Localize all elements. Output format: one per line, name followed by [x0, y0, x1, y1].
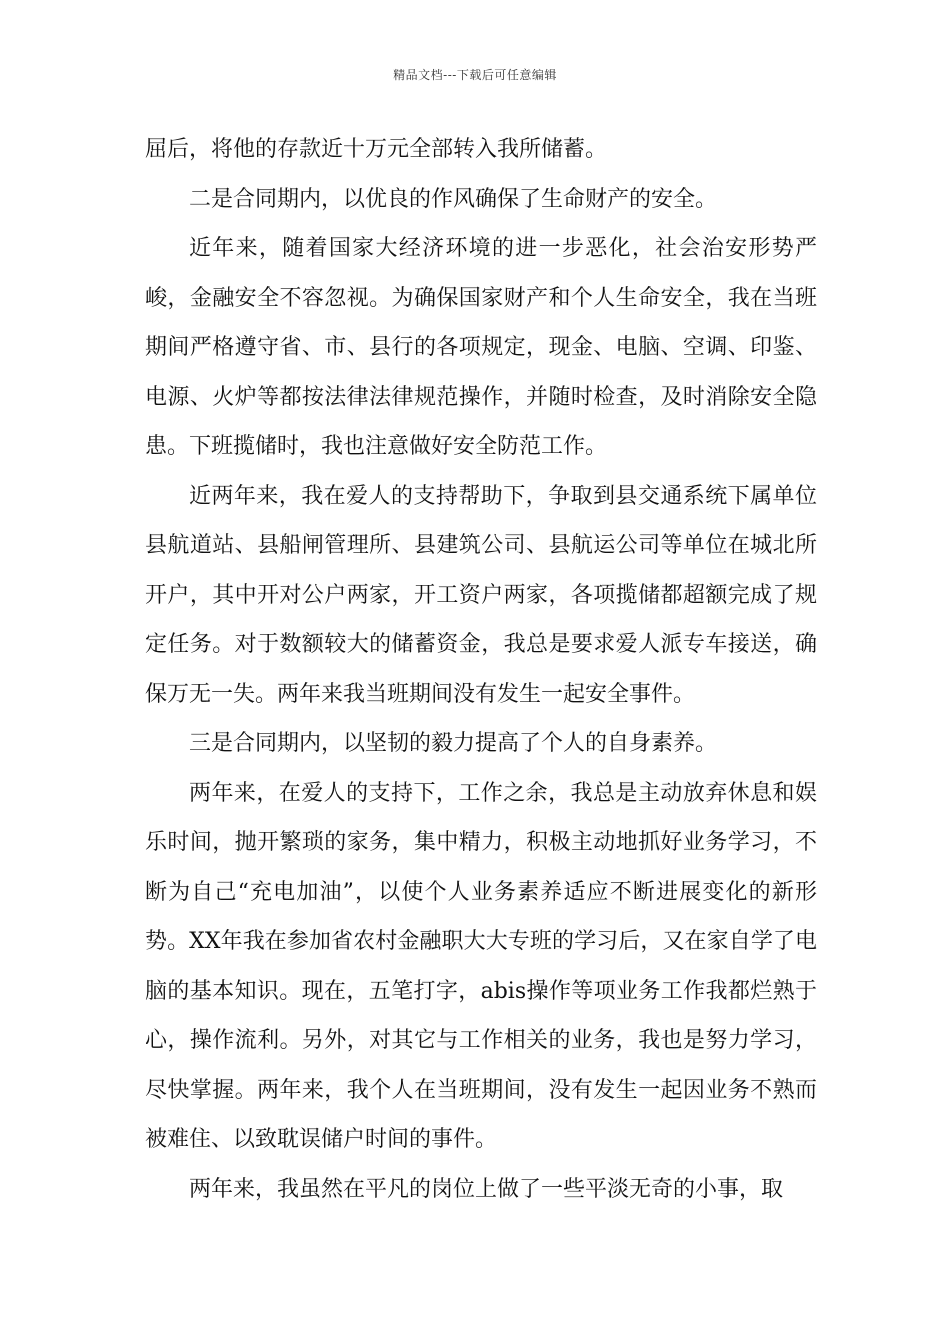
- paragraph: 三是合同期内，以坚韧的毅力提高了个人的自身素养。: [189, 731, 718, 756]
- paragraph: 近两年来，我在爱人的支持帮助下，争取到县交通系统下属单位县航道站、县船闸管理所、县建筑公司、县航运公司等单位在城北所开户，其中开对公户两家，开工资户两家，各项揽储都超额完成了规定任务。对于数额较大的储蓄资金，我总是要求爱人派专车接送，确保万无一失。两年来我当班期间没有发生一起安全事件。: [145, 483, 817, 707]
- paragraph: 近年来，随着国家大经济环境的进一步恶化，社会治安形势严峻，金融安全不容忽视。为确保国家财产和个人生命安全，我在当班期间严格遵守省、市、县行的各项规定，现金、电脑、空调、印鉴、电源、火炉等都按法律法律规范操作，并随时检查，及时消除安全隐患。下班揽储时，我也注意做好安全防范工作。: [145, 236, 817, 459]
- paragraph: 二是合同期内，以优良的作风确保了生命财产的安全。: [189, 186, 718, 212]
- page-header: 精品文档---下载后可任意编辑: [393, 68, 557, 82]
- paragraph: 屈后，将他的存款近十万元全部转入我所储蓄。: [145, 137, 608, 162]
- paragraph: 两年来，我虽然在平凡的岗位上做了一些平淡无奇的小事，取: [189, 1176, 784, 1202]
- paragraph: 两年来，在爱人的支持下，工作之余，我总是主动放弃休息和娱乐时间，抛开繁琐的家务，集中精力，积极主动地抓好业务学习，不断为自己“充电加油”，以使个人业务素养适应不断进展变化的新形势。XX年我在参加省农村金融职大大专班的学习后，又在家自学了电脑的基本知识。现在，五笔打字，abis操作等项业务工作我都烂熟于心，操作流利。另外，对其它与工作相关的业务，我也是努力学习，尽快掌握。两年来，我个人在当班期间，没有发生一起因业务不熟而被难住、以致耽误储户时间的事件。: [145, 780, 817, 1152]
- document-body: [145, 125, 817, 1214]
